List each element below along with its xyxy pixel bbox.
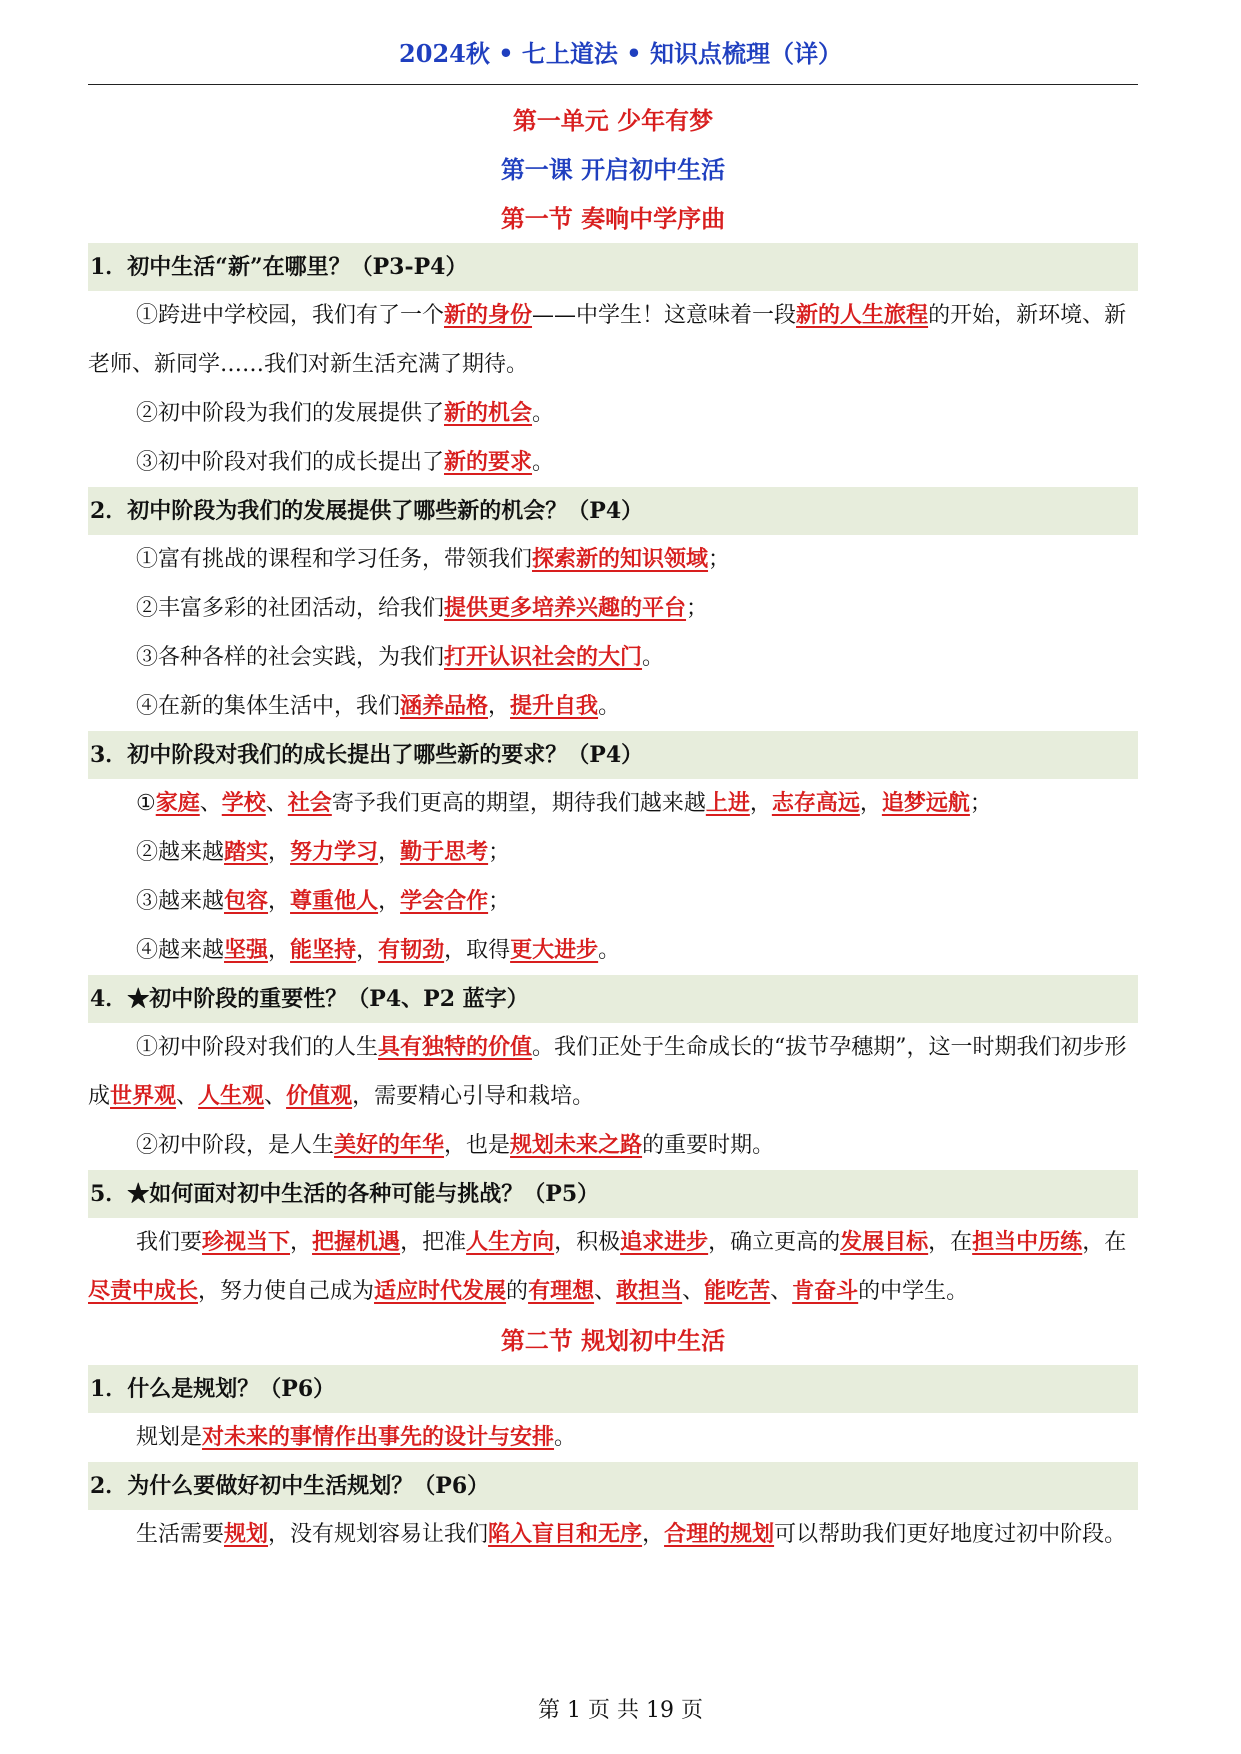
section-title: 第一节 奏响中学序曲 bbox=[500, 204, 726, 233]
text-segment: ②初中阶段，是人生 bbox=[136, 1133, 335, 1158]
keyword-highlight: 涵养品格 bbox=[400, 693, 489, 719]
keyword-highlight: 有韧劲 bbox=[378, 937, 445, 963]
keyword-highlight: 尊重他人 bbox=[290, 888, 379, 914]
text-segment: ，需要精心引导和栽培。 bbox=[352, 1084, 595, 1109]
page-header: 2024秋 • 七上道法 • 知识点梳理（详） bbox=[399, 39, 842, 68]
text-segment: ，在 bbox=[928, 1230, 973, 1255]
text-segment: ； bbox=[708, 547, 731, 572]
section-title: 第二节 规划初中生活 bbox=[500, 1326, 726, 1355]
unit-title: 第一单元 少年有梦 bbox=[512, 106, 714, 135]
text-segment: ， bbox=[268, 840, 291, 865]
text-segment: ③越来越 bbox=[136, 889, 225, 914]
question-heading: 1．什么是规划？（P6） bbox=[88, 1365, 1138, 1413]
text-segment: 、 bbox=[594, 1279, 617, 1304]
keyword-highlight: 更大进步 bbox=[510, 937, 599, 963]
text-segment: ①初中阶段对我们的人生 bbox=[136, 1035, 379, 1060]
keyword-highlight: 人生方向 bbox=[466, 1229, 555, 1255]
question-heading: 2．初中阶段为我们的发展提供了哪些新的机会？（P4） bbox=[88, 487, 1138, 535]
text-segment: ， bbox=[859, 791, 882, 816]
keyword-highlight: 新的身份 bbox=[444, 302, 533, 328]
text-segment: ； bbox=[488, 840, 511, 865]
text-segment: ，没有规划容易让我们 bbox=[268, 1522, 489, 1547]
text-segment: 、 bbox=[682, 1279, 705, 1304]
text-segment: ， bbox=[488, 694, 511, 719]
keyword-highlight: 适应时代发展 bbox=[374, 1278, 507, 1304]
text-segment: ，努力使自己成为 bbox=[198, 1279, 375, 1304]
text-segment: ③各种各样的社会实践，为我们 bbox=[136, 645, 445, 670]
keyword-highlight: 担当中历练 bbox=[972, 1229, 1083, 1255]
answer-paragraph bbox=[88, 682, 1138, 731]
keyword-highlight: 打开认识社会的大门 bbox=[444, 644, 643, 670]
keyword-highlight: 尽责中成长 bbox=[88, 1278, 199, 1304]
keyword-highlight: 规划未来之路 bbox=[510, 1132, 643, 1158]
text-segment: ， bbox=[642, 1522, 665, 1547]
keyword-highlight: 探索新的知识领域 bbox=[532, 546, 709, 572]
keyword-highlight: 肯奋斗 bbox=[792, 1278, 859, 1304]
question-heading: 5．★如何面对初中生活的各种可能与挑战？（P5） bbox=[88, 1170, 1138, 1218]
text-segment: ，也是 bbox=[444, 1133, 511, 1158]
keyword-highlight: 提供更多培养兴趣的平台 bbox=[444, 595, 687, 621]
document-body bbox=[88, 96, 1138, 1559]
answer-paragraph bbox=[88, 535, 1138, 584]
text-segment: 。我们正处于生命成长的“拔节孕穗期”，这一时期我们初步形成 bbox=[88, 1035, 1127, 1109]
keyword-highlight: 把握机遇 bbox=[312, 1229, 401, 1255]
text-segment: ① bbox=[136, 791, 156, 816]
text-segment: 。 bbox=[642, 645, 665, 670]
answer-paragraph bbox=[88, 1413, 1138, 1462]
page-number: 第 1 页 共 19 页 bbox=[538, 1698, 703, 1723]
keyword-highlight: 能坚持 bbox=[290, 937, 357, 963]
text-segment: ②越来越 bbox=[136, 840, 225, 865]
keyword-highlight: 上进 bbox=[705, 790, 750, 816]
keyword-highlight: 合理的规划 bbox=[664, 1521, 775, 1547]
text-segment: ③初中阶段对我们的成长提出了 bbox=[136, 450, 445, 475]
text-segment: 可以帮助我们更好地度过初中阶段。 bbox=[774, 1522, 1127, 1547]
keyword-highlight: 敢担当 bbox=[616, 1278, 683, 1304]
keyword-highlight: 发展目标 bbox=[840, 1229, 929, 1255]
text-segment: 、 bbox=[264, 1084, 287, 1109]
text-segment: ，积极 bbox=[554, 1230, 621, 1255]
keyword-highlight: 世界观 bbox=[110, 1083, 177, 1109]
answer-paragraph bbox=[88, 633, 1138, 682]
text-segment: 规划是 bbox=[136, 1425, 203, 1450]
keyword-highlight: 包容 bbox=[224, 888, 269, 914]
question-heading: 4．★初中阶段的重要性？（P4、P2 蓝字） bbox=[88, 975, 1138, 1023]
answer-paragraph bbox=[88, 779, 1138, 828]
text-segment: ②丰富多彩的社团活动，给我们 bbox=[136, 596, 445, 621]
answer-paragraph bbox=[88, 1218, 1138, 1316]
text-segment: ， bbox=[749, 791, 772, 816]
keyword-highlight: 踏实 bbox=[224, 839, 269, 865]
text-segment: ④越来越 bbox=[136, 938, 225, 963]
text-segment: 生活需要 bbox=[136, 1522, 225, 1547]
keyword-highlight: 追求进步 bbox=[620, 1229, 709, 1255]
answer-paragraph bbox=[88, 584, 1138, 633]
keyword-highlight: 珍视当下 bbox=[202, 1229, 291, 1255]
text-segment: ， bbox=[378, 889, 401, 914]
text-segment: ①跨进中学校园，我们有了一个 bbox=[136, 303, 445, 328]
text-segment: 我们要 bbox=[136, 1230, 203, 1255]
answer-paragraph bbox=[88, 438, 1138, 487]
text-segment: ， bbox=[378, 840, 401, 865]
keyword-highlight: 志存高远 bbox=[771, 790, 860, 816]
keyword-highlight: 新的要求 bbox=[444, 449, 533, 475]
keyword-highlight: 具有独特的价值 bbox=[378, 1034, 533, 1060]
keyword-highlight: 能吃苦 bbox=[704, 1278, 771, 1304]
text-segment: ②初中阶段为我们的发展提供了 bbox=[136, 401, 445, 426]
text-segment: ，确立更高的 bbox=[708, 1230, 841, 1255]
text-segment: 。 bbox=[532, 450, 555, 475]
text-segment: 、 bbox=[199, 791, 222, 816]
answer-paragraph bbox=[88, 291, 1138, 389]
keyword-highlight: 有理想 bbox=[528, 1278, 595, 1304]
question-heading: 1．初中生活“新”在哪里？（P3-P4） bbox=[88, 243, 1138, 291]
keyword-highlight: 追梦远航 bbox=[881, 790, 970, 816]
answer-paragraph bbox=[88, 926, 1138, 975]
answer-paragraph bbox=[88, 1023, 1138, 1121]
text-segment: ，把准 bbox=[400, 1230, 467, 1255]
text-segment: 的 bbox=[506, 1279, 529, 1304]
keyword-highlight: 社会 bbox=[287, 790, 332, 816]
header-divider bbox=[88, 84, 1138, 85]
keyword-highlight: 对未来的事情作出事先的设计与安排 bbox=[202, 1424, 555, 1450]
text-segment: ①富有挑战的课程和学习任务，带领我们 bbox=[136, 547, 533, 572]
text-segment: ； bbox=[969, 791, 992, 816]
text-segment: 。 bbox=[598, 694, 621, 719]
answer-paragraph bbox=[88, 389, 1138, 438]
text-segment: ，在 bbox=[1082, 1230, 1127, 1255]
text-segment: 的重要时期。 bbox=[642, 1133, 775, 1158]
text-segment: ， bbox=[268, 889, 291, 914]
keyword-highlight: 学会合作 bbox=[400, 888, 489, 914]
keyword-highlight: 勤于思考 bbox=[400, 839, 489, 865]
text-segment: ； bbox=[488, 889, 511, 914]
text-segment: ； bbox=[686, 596, 709, 621]
text-segment: ， bbox=[290, 1230, 313, 1255]
text-segment: 、 bbox=[265, 791, 288, 816]
text-segment: 。 bbox=[532, 401, 555, 426]
text-segment: ——中学生！这意味着一段 bbox=[532, 303, 797, 328]
answer-paragraph bbox=[88, 1510, 1138, 1559]
text-segment: ， bbox=[268, 938, 291, 963]
keyword-highlight: 家庭 bbox=[155, 790, 200, 816]
text-segment: ， bbox=[356, 938, 379, 963]
text-segment: 。 bbox=[554, 1425, 577, 1450]
keyword-highlight: 学校 bbox=[221, 790, 266, 816]
keyword-highlight: 努力学习 bbox=[290, 839, 379, 865]
answer-paragraph bbox=[88, 828, 1138, 877]
keyword-highlight: 提升自我 bbox=[510, 693, 599, 719]
answer-paragraph bbox=[88, 1121, 1138, 1170]
text-segment: ④在新的集体生活中，我们 bbox=[136, 694, 401, 719]
lesson-title: 第一课 开启初中生活 bbox=[500, 155, 726, 184]
keyword-highlight: 美好的年华 bbox=[334, 1132, 445, 1158]
keyword-highlight: 新的人生旅程 bbox=[796, 302, 929, 328]
keyword-highlight: 价值观 bbox=[286, 1083, 353, 1109]
answer-paragraph bbox=[88, 877, 1138, 926]
keyword-highlight: 人生观 bbox=[198, 1083, 265, 1109]
question-heading: 2．为什么要做好初中生活规划？（P6） bbox=[88, 1462, 1138, 1510]
keyword-highlight: 规划 bbox=[224, 1521, 269, 1547]
text-segment: 寄予我们更高的期望，期待我们越来越 bbox=[331, 791, 706, 816]
keyword-highlight: 新的机会 bbox=[444, 400, 533, 426]
text-segment: 、 bbox=[176, 1084, 199, 1109]
text-segment: ，取得 bbox=[444, 938, 511, 963]
text-segment: 。 bbox=[598, 938, 621, 963]
keyword-highlight: 陷入盲目和无序 bbox=[488, 1521, 643, 1547]
text-segment: 的开始，新环境、新老师、新同学……我们对新生活充满了期待。 bbox=[88, 303, 1127, 377]
text-segment: 、 bbox=[770, 1279, 793, 1304]
question-heading: 3．初中阶段对我们的成长提出了哪些新的要求？（P4） bbox=[88, 731, 1138, 779]
text-segment: 的中学生。 bbox=[858, 1279, 969, 1304]
keyword-highlight: 坚强 bbox=[224, 937, 269, 963]
